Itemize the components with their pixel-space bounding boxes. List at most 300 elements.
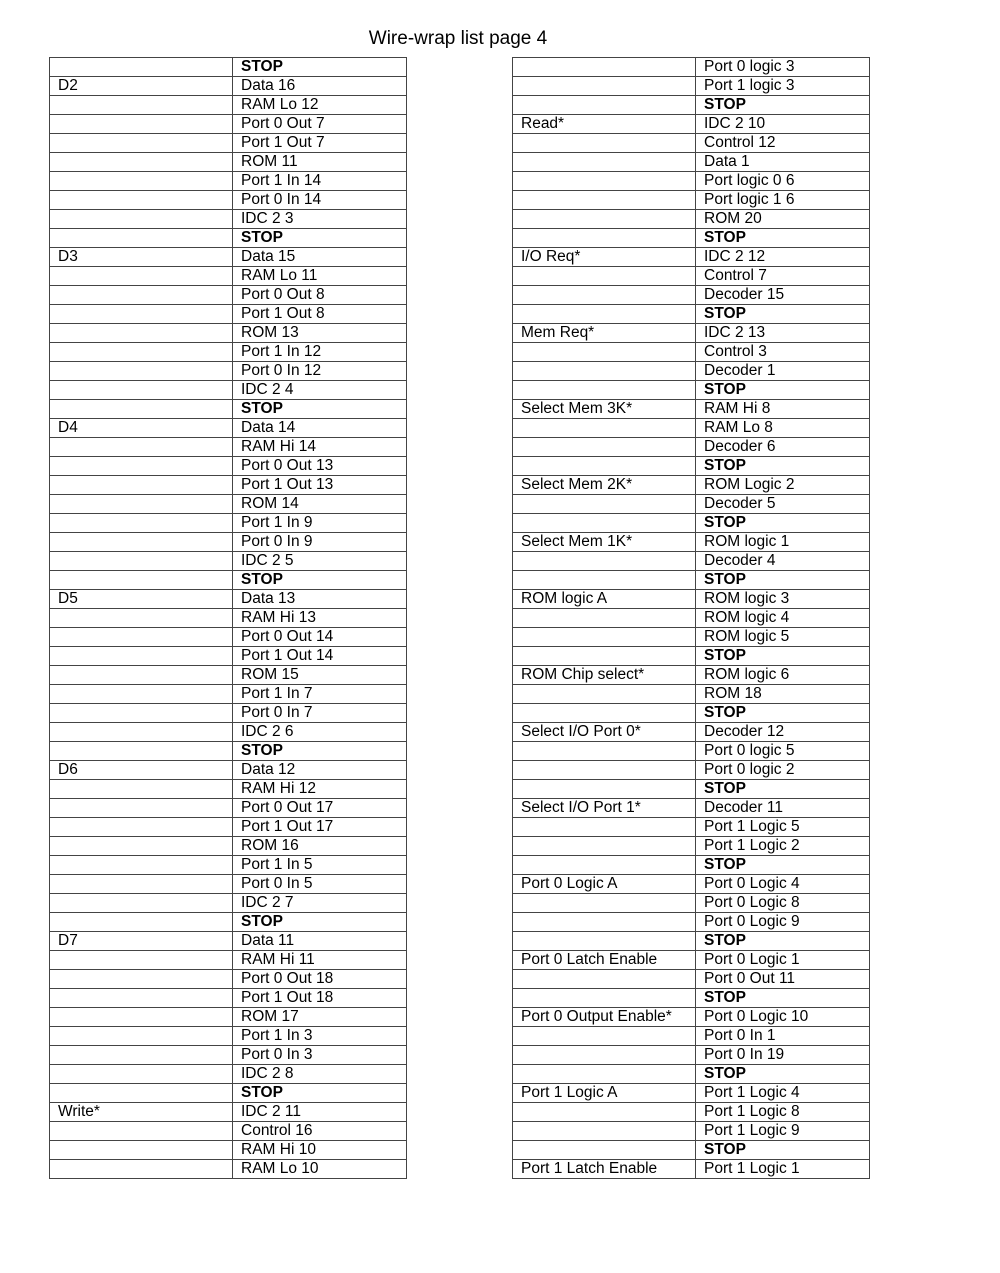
signal-name-cell: [50, 799, 233, 818]
table-row: [513, 1027, 870, 1046]
signal-name-cell: [513, 818, 696, 837]
signal-name-cell: [50, 324, 233, 343]
connection-cell: STOP: [696, 96, 870, 115]
signal-name-cell: Select Mem 2K*: [513, 476, 696, 495]
signal-name-cell: [50, 1122, 233, 1141]
connection-cell: STOP: [696, 780, 870, 799]
table-row: [513, 552, 870, 571]
connection-cell: RAM Lo 12: [233, 96, 407, 115]
table-row: [513, 229, 870, 248]
connection-cell: Port 1 In 7: [233, 685, 407, 704]
signal-name-cell: [50, 742, 233, 761]
table-row: [513, 723, 870, 742]
table-row: [50, 723, 407, 742]
table-row: [513, 381, 870, 400]
connection-cell: Decoder 4: [696, 552, 870, 571]
signal-name-cell: [50, 913, 233, 932]
table-row: [50, 742, 407, 761]
connection-cell: STOP: [696, 305, 870, 324]
signal-name-cell: D2: [50, 77, 233, 96]
signal-name-cell: [513, 210, 696, 229]
table-row: [50, 400, 407, 419]
connection-cell: Decoder 11: [696, 799, 870, 818]
signal-name-cell: [50, 894, 233, 913]
connection-cell: STOP: [696, 571, 870, 590]
connection-cell: IDC 2 12: [696, 248, 870, 267]
connection-cell: RAM Hi 8: [696, 400, 870, 419]
table-row: [513, 704, 870, 723]
table-row: [513, 286, 870, 305]
signal-name-cell: [50, 666, 233, 685]
signal-name-cell: [50, 1084, 233, 1103]
table-row: [513, 818, 870, 837]
signal-name-cell: I/O Req*: [513, 248, 696, 267]
signal-name-cell: [50, 571, 233, 590]
signal-name-cell: Port 1 Latch Enable: [513, 1160, 696, 1179]
connection-cell: Data 15: [233, 248, 407, 267]
connection-cell: IDC 2 8: [233, 1065, 407, 1084]
signal-name-cell: [513, 343, 696, 362]
table-row: [513, 742, 870, 761]
signal-name-cell: [50, 856, 233, 875]
table-row: [50, 96, 407, 115]
signal-name-cell: [513, 96, 696, 115]
connection-cell: Port 0 Out 13: [233, 457, 407, 476]
connection-cell: Decoder 12: [696, 723, 870, 742]
table-row: [513, 571, 870, 590]
connection-cell: ROM logic 3: [696, 590, 870, 609]
signal-name-cell: [50, 134, 233, 153]
signal-name-cell: [513, 1065, 696, 1084]
connection-cell: STOP: [696, 704, 870, 723]
connection-cell: STOP: [696, 647, 870, 666]
table-row: [513, 438, 870, 457]
signal-name-cell: [50, 837, 233, 856]
connection-cell: Port logic 0 6: [696, 172, 870, 191]
connection-cell: Decoder 6: [696, 438, 870, 457]
table-row: [50, 761, 407, 780]
signal-name-cell: [513, 609, 696, 628]
signal-name-cell: [50, 1160, 233, 1179]
table-row: [513, 362, 870, 381]
connection-cell: RAM Hi 12: [233, 780, 407, 799]
table-row: [513, 1141, 870, 1160]
connection-cell: IDC 2 11: [233, 1103, 407, 1122]
signal-name-cell: [50, 96, 233, 115]
connection-cell: Port 0 In 19: [696, 1046, 870, 1065]
table-row: [50, 134, 407, 153]
signal-name-cell: [513, 438, 696, 457]
connection-cell: ROM 11: [233, 153, 407, 172]
connection-cell: STOP: [696, 989, 870, 1008]
table-row: [50, 229, 407, 248]
table-row: [50, 1065, 407, 1084]
signal-name-cell: [50, 685, 233, 704]
table-row: [50, 1122, 407, 1141]
signal-name-cell: [50, 172, 233, 191]
connection-cell: STOP: [233, 229, 407, 248]
table-row: [50, 780, 407, 799]
connection-cell: Decoder 1: [696, 362, 870, 381]
table-row: [513, 761, 870, 780]
signal-name-cell: [50, 533, 233, 552]
table-row: [50, 875, 407, 894]
connection-cell: Port 1 In 14: [233, 172, 407, 191]
signal-name-cell: [513, 1046, 696, 1065]
connection-cell: STOP: [233, 1084, 407, 1103]
table-row: [50, 704, 407, 723]
signal-name-cell: [50, 381, 233, 400]
connection-cell: Port 0 In 7: [233, 704, 407, 723]
signal-name-cell: [513, 153, 696, 172]
signal-name-cell: [50, 1008, 233, 1027]
signal-name-cell: [50, 362, 233, 381]
table-row: [50, 476, 407, 495]
connection-cell: Data 1: [696, 153, 870, 172]
connection-cell: STOP: [233, 571, 407, 590]
table-row: [50, 324, 407, 343]
signal-name-cell: [513, 305, 696, 324]
table-row: [513, 1122, 870, 1141]
signal-name-cell: [50, 229, 233, 248]
table-row: [50, 58, 407, 77]
table-row: [513, 1084, 870, 1103]
table-row: [50, 913, 407, 932]
signal-name-cell: D6: [50, 761, 233, 780]
signal-name-cell: [513, 571, 696, 590]
signal-name-cell: [513, 970, 696, 989]
table-row: [513, 210, 870, 229]
signal-name-cell: [513, 704, 696, 723]
table-row: [513, 514, 870, 533]
table-row: [513, 666, 870, 685]
signal-name-cell: [50, 58, 233, 77]
signal-name-cell: [513, 77, 696, 96]
signal-name-cell: [50, 400, 233, 419]
signal-name-cell: D4: [50, 419, 233, 438]
connection-cell: Port 0 logic 2: [696, 761, 870, 780]
table-row: [513, 476, 870, 495]
connection-cell: Control 7: [696, 267, 870, 286]
signal-name-cell: [50, 514, 233, 533]
table-row: [50, 381, 407, 400]
connection-cell: ROM 20: [696, 210, 870, 229]
table-row: [513, 913, 870, 932]
connection-cell: Port 1 Out 13: [233, 476, 407, 495]
connection-cell: Control 12: [696, 134, 870, 153]
connection-cell: Port 0 In 9: [233, 533, 407, 552]
signal-name-cell: [50, 970, 233, 989]
signal-name-cell: Port 1 Logic A: [513, 1084, 696, 1103]
table-row: [513, 685, 870, 704]
table-row: [513, 837, 870, 856]
connection-cell: ROM 18: [696, 685, 870, 704]
connection-cell: ROM 13: [233, 324, 407, 343]
table-row: [513, 153, 870, 172]
table-row: [513, 134, 870, 153]
connection-cell: IDC 2 6: [233, 723, 407, 742]
table-row: [50, 1141, 407, 1160]
table-row: [50, 1084, 407, 1103]
table-row: [513, 533, 870, 552]
table-row: [50, 172, 407, 191]
connection-cell: ROM Logic 2: [696, 476, 870, 495]
connection-cell: Data 12: [233, 761, 407, 780]
table-row: [513, 875, 870, 894]
table-row: [50, 210, 407, 229]
signal-name-cell: [50, 305, 233, 324]
connection-cell: ROM 17: [233, 1008, 407, 1027]
signal-name-cell: Mem Req*: [513, 324, 696, 343]
table-row: [513, 989, 870, 1008]
signal-name-cell: [50, 704, 233, 723]
signal-name-cell: [50, 343, 233, 362]
signal-name-cell: [50, 1046, 233, 1065]
connection-cell: ROM 14: [233, 495, 407, 514]
connection-cell: RAM Hi 14: [233, 438, 407, 457]
connection-cell: Port 1 In 3: [233, 1027, 407, 1046]
signal-name-cell: [50, 1141, 233, 1160]
table-row: [513, 58, 870, 77]
signal-name-cell: [513, 685, 696, 704]
connection-cell: STOP: [696, 1065, 870, 1084]
table-row: [50, 533, 407, 552]
signal-name-cell: [513, 362, 696, 381]
table-row: [513, 780, 870, 799]
table-row: [50, 1103, 407, 1122]
signal-name-cell: [50, 780, 233, 799]
connection-cell: Port 1 Logic 5: [696, 818, 870, 837]
table-row: [50, 1008, 407, 1027]
connection-cell: Port 0 logic 5: [696, 742, 870, 761]
table-row: [50, 818, 407, 837]
table-row: [513, 1103, 870, 1122]
signal-name-cell: [513, 286, 696, 305]
table-row: [50, 343, 407, 362]
connection-cell: Port logic 1 6: [696, 191, 870, 210]
connection-cell: Decoder 15: [696, 286, 870, 305]
page-title: Wire-wrap list page 4: [368, 28, 548, 49]
signal-name-cell: [513, 267, 696, 286]
signal-name-cell: [50, 647, 233, 666]
table-row: [513, 1046, 870, 1065]
connection-cell: Port 1 In 9: [233, 514, 407, 533]
connection-cell: Control 3: [696, 343, 870, 362]
signal-name-cell: [50, 191, 233, 210]
table-row: [513, 647, 870, 666]
connection-cell: STOP: [696, 1141, 870, 1160]
signal-name-cell: D5: [50, 590, 233, 609]
table-row: [513, 590, 870, 609]
signal-name-cell: [50, 723, 233, 742]
connection-cell: IDC 2 10: [696, 115, 870, 134]
signal-name-cell: [50, 951, 233, 970]
table-row: [513, 457, 870, 476]
signal-name-cell: [513, 552, 696, 571]
table-row: [50, 685, 407, 704]
table-row: [513, 400, 870, 419]
table-row: [50, 856, 407, 875]
signal-name-cell: [50, 989, 233, 1008]
connection-cell: STOP: [233, 913, 407, 932]
signal-name-cell: [50, 210, 233, 229]
connection-cell: STOP: [696, 514, 870, 533]
table-row: [50, 457, 407, 476]
table-row: [513, 894, 870, 913]
table-row: [50, 590, 407, 609]
table-row: [50, 571, 407, 590]
connection-cell: IDC 2 3: [233, 210, 407, 229]
connection-cell: STOP: [696, 381, 870, 400]
connection-cell: ROM logic 6: [696, 666, 870, 685]
connection-cell: Port 1 Logic 1: [696, 1160, 870, 1179]
signal-name-cell: [513, 1141, 696, 1160]
connection-cell: Port 0 Out 18: [233, 970, 407, 989]
signal-name-cell: [513, 761, 696, 780]
table-row: [513, 628, 870, 647]
table-row: [513, 970, 870, 989]
connection-cell: Port 1 Logic 2: [696, 837, 870, 856]
table-row: [50, 552, 407, 571]
signal-name-cell: [513, 628, 696, 647]
signal-name-cell: [50, 286, 233, 305]
connection-cell: RAM Lo 11: [233, 267, 407, 286]
connection-cell: STOP: [696, 932, 870, 951]
connection-cell: IDC 2 13: [696, 324, 870, 343]
connection-cell: Port 0 Out 17: [233, 799, 407, 818]
connection-cell: Data 16: [233, 77, 407, 96]
signal-name-cell: [50, 495, 233, 514]
table-row: [50, 609, 407, 628]
table-row: [50, 286, 407, 305]
connection-cell: Port 1 logic 3: [696, 77, 870, 96]
signal-name-cell: D3: [50, 248, 233, 267]
connection-cell: ROM logic 1: [696, 533, 870, 552]
signal-name-cell: Select I/O Port 1*: [513, 799, 696, 818]
connection-cell: Port 1 Out 14: [233, 647, 407, 666]
signal-name-cell: Port 0 Output Enable*: [513, 1008, 696, 1027]
connection-cell: Port 0 Out 7: [233, 115, 407, 134]
table-row: [50, 438, 407, 457]
table-row: [50, 666, 407, 685]
signal-name-cell: [50, 153, 233, 172]
signal-name-cell: [50, 267, 233, 286]
table-row: [50, 799, 407, 818]
table-row: [50, 77, 407, 96]
connection-cell: STOP: [233, 400, 407, 419]
table-row: [50, 419, 407, 438]
signal-name-cell: ROM Chip select*: [513, 666, 696, 685]
table-row: [50, 951, 407, 970]
connection-cell: RAM Hi 11: [233, 951, 407, 970]
connection-cell: Port 0 In 1: [696, 1027, 870, 1046]
table-row: [513, 799, 870, 818]
signal-name-cell: [513, 989, 696, 1008]
connection-cell: Port 0 Logic 1: [696, 951, 870, 970]
table-row: [513, 115, 870, 134]
table-row: [50, 191, 407, 210]
signal-name-cell: [513, 1122, 696, 1141]
table-row: [513, 324, 870, 343]
connection-cell: Port 1 Out 7: [233, 134, 407, 153]
signal-name-cell: [513, 514, 696, 533]
connection-cell: Port 1 Logic 8: [696, 1103, 870, 1122]
table-row: [50, 1027, 407, 1046]
signal-name-cell: Write*: [50, 1103, 233, 1122]
signal-name-cell: Port 0 Logic A: [513, 875, 696, 894]
signal-name-cell: [50, 875, 233, 894]
table-row: [50, 1046, 407, 1065]
connection-cell: Port 0 Logic 4: [696, 875, 870, 894]
signal-name-cell: [50, 628, 233, 647]
signal-name-cell: [513, 932, 696, 951]
table-row: [513, 191, 870, 210]
signal-name-cell: [513, 381, 696, 400]
table-row: [513, 495, 870, 514]
connection-cell: Port 0 In 3: [233, 1046, 407, 1065]
connection-cell: Port 0 Out 11: [696, 970, 870, 989]
signal-name-cell: [513, 894, 696, 913]
table-row: [50, 894, 407, 913]
signal-name-cell: [50, 552, 233, 571]
table-row: [50, 362, 407, 381]
signal-name-cell: Select I/O Port 0*: [513, 723, 696, 742]
table-row: [513, 951, 870, 970]
table-row: [513, 1065, 870, 1084]
signal-name-cell: [513, 229, 696, 248]
connection-cell: IDC 2 7: [233, 894, 407, 913]
signal-name-cell: [513, 780, 696, 799]
table-row: [513, 609, 870, 628]
wire-list-table-left: [49, 57, 407, 1179]
table-row: [50, 970, 407, 989]
table-row: [513, 305, 870, 324]
connection-cell: Port 1 In 5: [233, 856, 407, 875]
connection-cell: RAM Lo 10: [233, 1160, 407, 1179]
table-row: [50, 153, 407, 172]
connection-cell: Port 1 Out 17: [233, 818, 407, 837]
table-row: [50, 115, 407, 134]
connection-cell: Port 1 In 12: [233, 343, 407, 362]
table-row: [50, 305, 407, 324]
signal-name-cell: [50, 115, 233, 134]
connection-cell: Data 13: [233, 590, 407, 609]
signal-name-cell: [513, 837, 696, 856]
connection-cell: STOP: [696, 229, 870, 248]
signal-name-cell: [513, 742, 696, 761]
signal-name-cell: Port 0 Latch Enable: [513, 951, 696, 970]
table-row: [50, 989, 407, 1008]
table-row: [513, 1160, 870, 1179]
connection-cell: Port 0 In 14: [233, 191, 407, 210]
connection-cell: RAM Lo 8: [696, 419, 870, 438]
connection-cell: Control 16: [233, 1122, 407, 1141]
signal-name-cell: [50, 457, 233, 476]
signal-name-cell: Select Mem 1K*: [513, 533, 696, 552]
connection-cell: STOP: [233, 58, 407, 77]
signal-name-cell: [50, 1027, 233, 1046]
signal-name-cell: [50, 609, 233, 628]
connection-cell: Port 0 Out 8: [233, 286, 407, 305]
table-row: [50, 267, 407, 286]
signal-name-cell: [50, 818, 233, 837]
table-row: [513, 248, 870, 267]
connection-cell: IDC 2 4: [233, 381, 407, 400]
table-row: [50, 837, 407, 856]
connection-cell: Data 11: [233, 932, 407, 951]
connection-cell: Port 1 Out 8: [233, 305, 407, 324]
signal-name-cell: [50, 1065, 233, 1084]
